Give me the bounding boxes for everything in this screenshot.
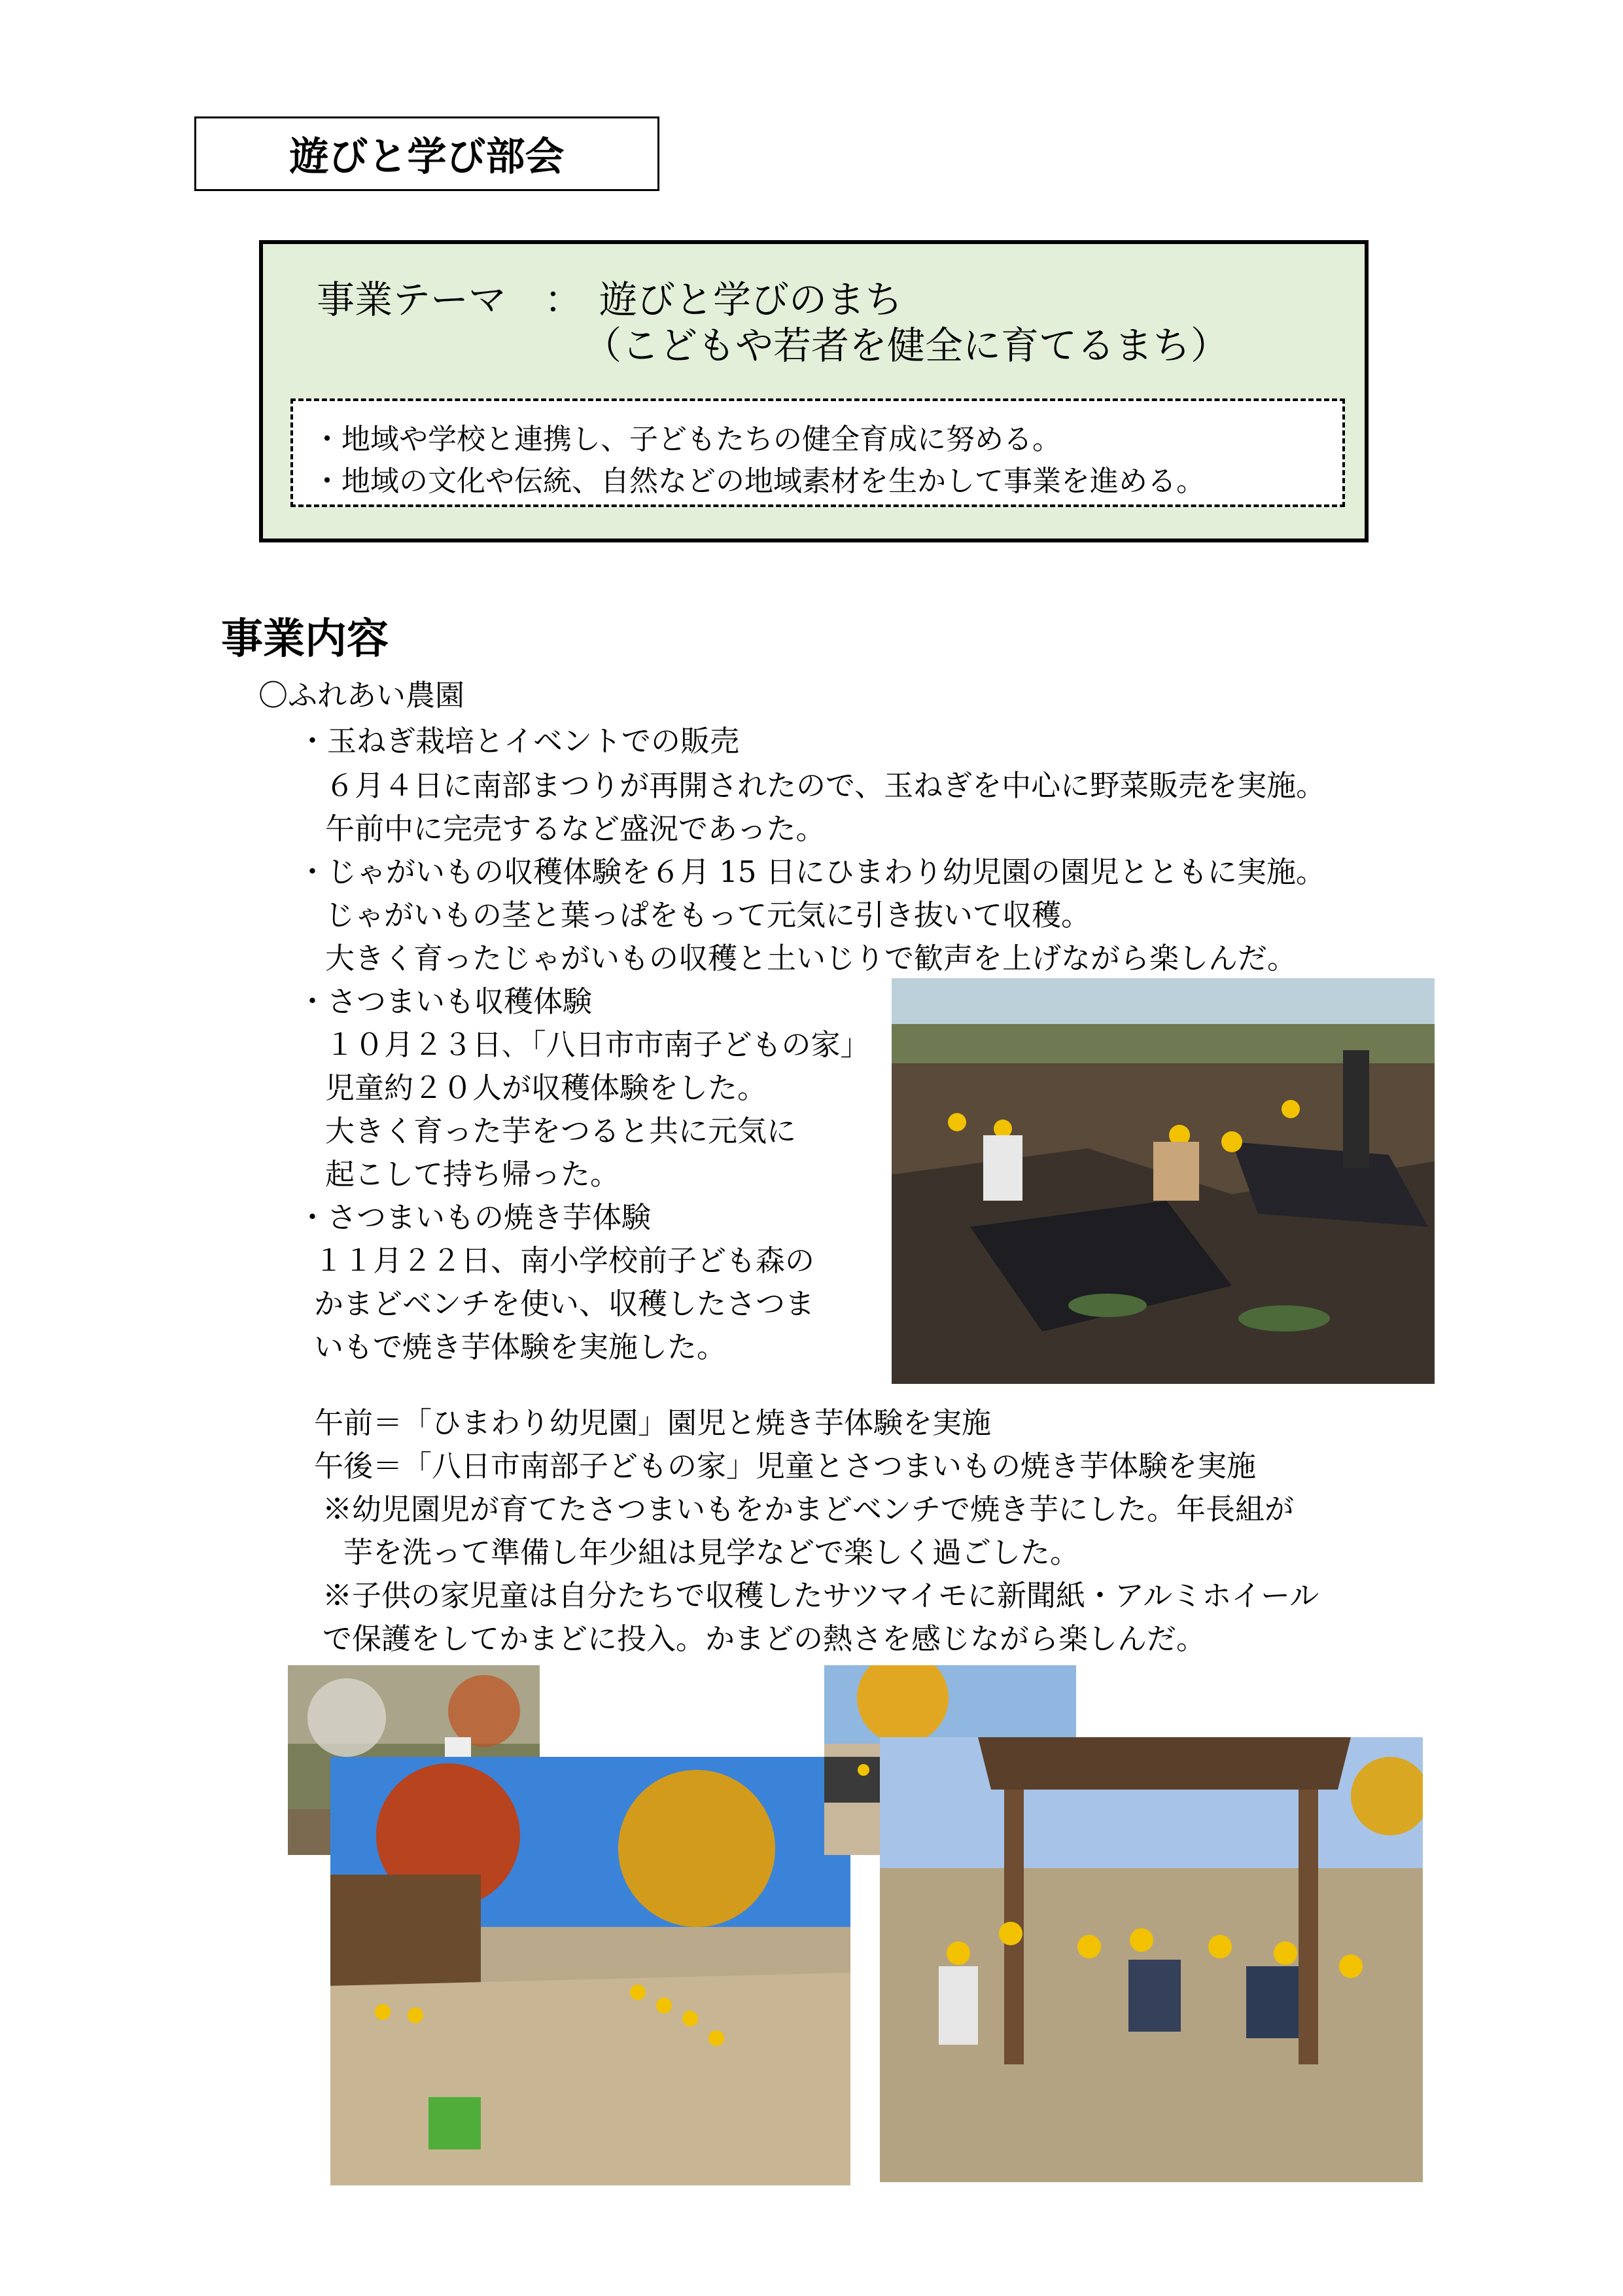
pavilion-photo	[880, 1737, 1423, 2182]
onion-line: ６月４日に南部まつりが再開されたので、玉ねぎを中心に野菜販売を実施。	[325, 768, 1326, 803]
sweet-potato-line: １０月２３日､「八日市市南子どもの家」	[325, 1027, 870, 1062]
sweet-potato-line: 大きく育った芋をつると共に元気に	[325, 1114, 797, 1148]
roast-title: ・さつまいもの焼き芋体験	[298, 1200, 652, 1235]
note-line: で保護をしてかまどに投入。かまどの熱さを感じながら楽しんだ。	[323, 1621, 1206, 1656]
potato-line: じゃがいもの茎と葉っぱをもって元気に引き抜いて収穫。	[325, 898, 1091, 932]
potato-line: 大きく育ったじゃがいもの収穫と土いじりで歓声を上げながら楽しんだ。	[325, 941, 1297, 976]
roast-line: かまどベンチを使い、収穫したさつま	[314, 1286, 815, 1321]
schedule-line: 午後＝「八日市南部子どもの家」児童とさつまいもの焼き芋体験を実施	[314, 1449, 1257, 1483]
note-line: ※幼児園児が育てたさつまいもをかまどベンチで焼き芋にした。年長組が	[323, 1492, 1295, 1527]
sweet-potato-line: 児童約２０人が収穫体験をした。	[325, 1070, 767, 1105]
theme-box	[259, 240, 1369, 542]
potato-line: ・じゃがいもの収穫体験を６月 15 日にひまわり幼児園の園児とともに実施。	[298, 855, 1325, 889]
sweet-potato-line: 起こして持ち帰った。	[325, 1157, 620, 1192]
onion-line: 午前中に完売するなど盛況であった。	[325, 811, 826, 846]
section-heading: 事業内容	[221, 615, 389, 663]
theme-label: 事業テーマ	[317, 277, 507, 322]
program-title: 〇ふれあい農園	[258, 678, 465, 713]
schedule-line: 午前＝「ひまわり幼児園」園児と焼き芋体験を実施	[314, 1405, 992, 1440]
policy-line: ・地域や学校と連携し、子どもたちの健全育成に努める。	[313, 423, 1061, 456]
theme-subtitle: （こどもや若者を健全に育てるまち）	[584, 323, 1229, 368]
theme-title: 遊びと学びのまち	[599, 277, 903, 322]
note-line: ※子供の家児童は自分たちで収穫したサツマイモに新聞紙・アルミホイール	[323, 1578, 1319, 1613]
theme-colon: ：	[544, 277, 583, 322]
sweet-potato-title: ・さつまいも収穫体験	[298, 984, 593, 1019]
harvest-photo	[892, 978, 1435, 1384]
park-photo	[330, 1757, 850, 2185]
roast-line: いもで焼き芋体験を実施した。	[314, 1330, 727, 1364]
policy-line: ・地域の文化や伝統、自然などの地域素材を生かして事業を進める。	[313, 465, 1205, 498]
onion-title: ・玉ねぎ栽培とイベントでの販売	[298, 724, 740, 758]
roast-line: １１月２２日、南小学校前子ども森の	[314, 1243, 815, 1278]
policy-box	[290, 398, 1345, 507]
note-line: 芋を洗って準備し年少組は見学などで楽しく過ごした。	[343, 1535, 1080, 1570]
page-title: 遊びと学び部会	[194, 116, 659, 191]
